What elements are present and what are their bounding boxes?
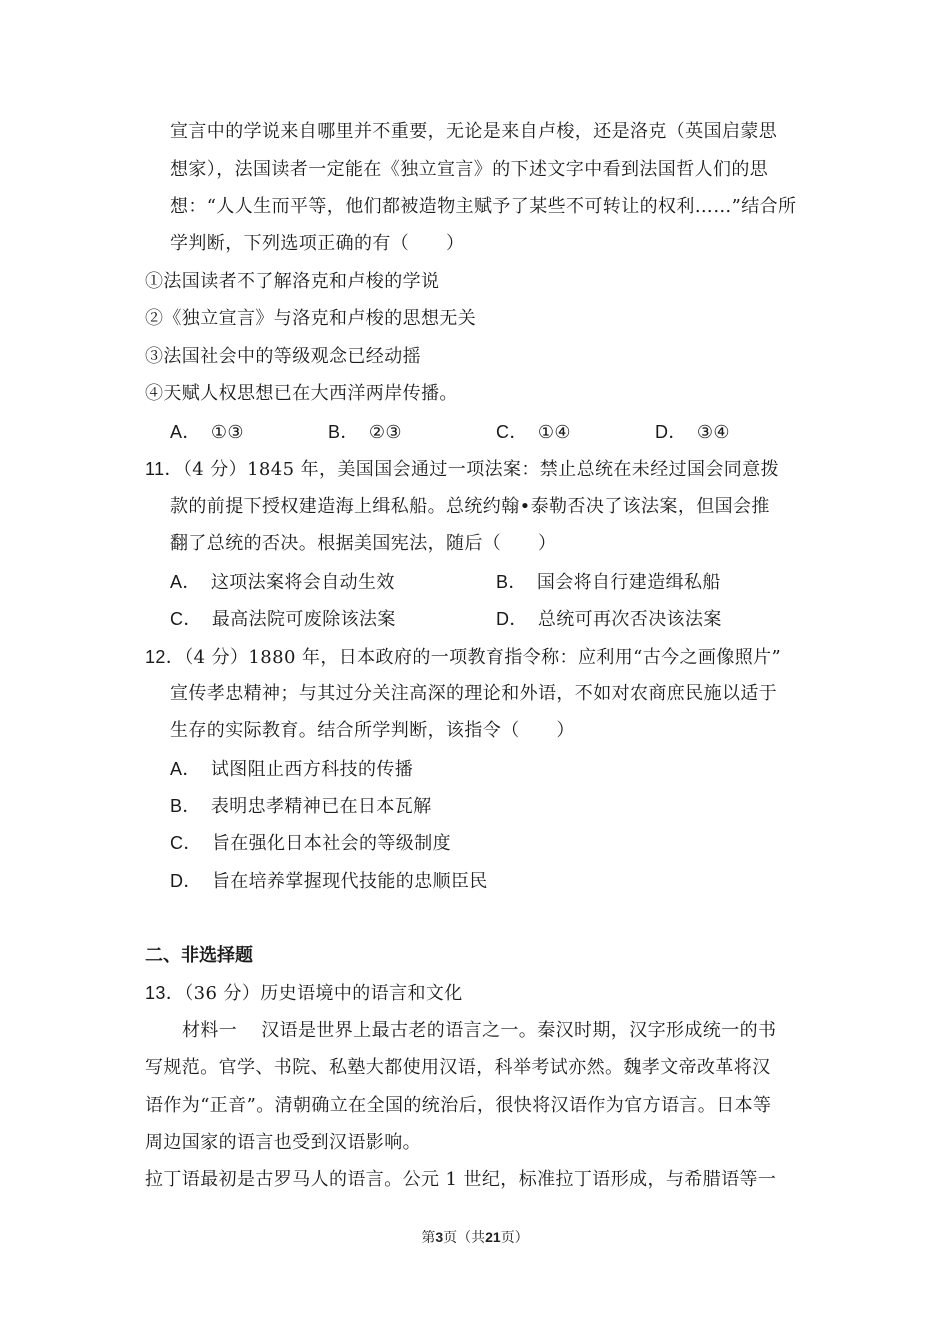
option-label: D． (496, 609, 528, 629)
option-label: B． (170, 796, 201, 816)
question-number: 12． (145, 647, 185, 667)
q11-first-line (145, 457, 779, 482)
option-text: 表明忠孝精神已在日本瓦解 (210, 796, 432, 817)
q12-option-a (170, 757, 413, 782)
q10-statement-2: ②《独立宣言》与洛克和卢梭的思想无关 (145, 308, 477, 329)
option-text: 试图阻止西方科技的传播 (210, 759, 414, 780)
option-text: 这项法案将会自动生效 (210, 572, 395, 593)
option-text: ③④ (696, 422, 730, 443)
question-text: 1880 年，日本政府的一项教育指令称：应利用“古今之画像照片” (248, 647, 782, 668)
option-text: 旨在强化日本社会的等级制度 (211, 833, 452, 854)
question-text: 1845 年，美国国会通过一项法案：禁止总统在未经过国会同意拨 (247, 459, 780, 480)
question-title: 历史语境中的语言和文化 (260, 983, 463, 1004)
q10-option-d (655, 420, 730, 445)
option-label: C． (496, 422, 528, 442)
q12-text-line: 宣传孝忠精神；与其过分关注高深的理论和外语，不如对农商庶民施以适于 (170, 683, 778, 704)
q12-option-d (170, 869, 488, 894)
option-text: 旨在培养掌握现代技能的忠顺臣民 (211, 871, 488, 892)
q10-text-line: 想家），法国读者一定能在《独立宣言》的下述文字中看到法国哲人们的思 (170, 159, 769, 180)
option-label: D． (655, 422, 687, 442)
q10-statement-4: ④天赋人权思想已在大西洋两岸传播。 (145, 383, 458, 404)
option-text: ②③ (368, 422, 402, 443)
q13-text-line: 拉丁语最初是古罗马人的语言。公元 1 世纪，标准拉丁语形成，与希腊语等一 (145, 1169, 777, 1190)
q10-option-c (496, 420, 571, 445)
material-label: 材料一 (182, 1020, 238, 1041)
material-text: 汉语是世界上最古老的语言之一。秦汉时期，汉字形成统一的书 (261, 1020, 777, 1041)
question-number: 13． (145, 983, 185, 1003)
q11-option-a (170, 570, 395, 595)
footer-text: 页） (500, 1230, 529, 1246)
q10-option-a (170, 420, 244, 445)
option-text: ①③ (210, 422, 244, 443)
question-number: 11． (145, 459, 183, 479)
q12-option-b (170, 794, 432, 819)
q12-first-line (145, 645, 781, 670)
q13-material1-line (182, 1019, 776, 1043)
option-label: C． (170, 833, 202, 853)
total-page-count: 21 (485, 1229, 501, 1245)
option-text: 总统可再次否决该法案 (537, 609, 722, 630)
option-text: 最高法院可废除该法案 (211, 609, 396, 630)
option-label: B． (328, 422, 359, 442)
q10-text-line: 想：“人人生而平等，他们都被造物主赋予了某些不可转让的权利……”结合所 (170, 196, 797, 217)
q11-option-d (496, 607, 722, 632)
q11-text-line: 翻了总统的否决。根据美国宪法，随后（ ） (170, 533, 557, 554)
option-label: D． (170, 871, 202, 891)
option-label: A． (170, 759, 201, 779)
option-label: A． (170, 572, 201, 592)
option-label: A． (170, 422, 201, 442)
q13-text-line: 写规范。官学、书院、私塾大都使用汉语，科举考试亦然。魏孝文帝改革将汉 (145, 1057, 771, 1078)
current-page-number: 3 (435, 1229, 444, 1245)
question-score: （4 分） (184, 647, 249, 668)
q12-text-line: 生存的实际教育。结合所学判断，该指令（ ） (170, 720, 575, 741)
q13-heading (145, 981, 463, 1006)
q12-option-c (170, 831, 451, 856)
option-text: 国会将自行建造缉私船 (536, 572, 721, 593)
option-label: B． (496, 572, 527, 592)
footer-text: 页（共 (443, 1230, 486, 1246)
section-title: 二、非选择题 (145, 945, 253, 966)
q11-text-line: 款的前提下授权建造海上缉私船。总统约翰•泰勒否决了该法案，但国会推 (170, 496, 770, 517)
q13-text-line: 语作为“正音”。清朝确立在全国的统治后，很快将汉语作为官方语言。日本等 (145, 1095, 772, 1116)
question-score: （4 分） (182, 459, 248, 480)
q10-statement-1: ①法国读者不了解洛克和卢梭的学说 (145, 271, 440, 292)
q11-option-b (496, 570, 721, 595)
option-label: C． (170, 609, 202, 629)
q10-text-line: 宣言中的学说来自哪里并不重要，无论是来自卢梭，还是洛克（英国启蒙思 (170, 121, 778, 142)
question-score: （36 分） (184, 983, 261, 1004)
q10-statement-3: ③法国社会中的等级观念已经动摇 (145, 346, 421, 367)
footer-text: 第 (421, 1230, 436, 1246)
q11-option-c (170, 607, 396, 632)
page-footer (0, 1227, 950, 1248)
q10-option-b (328, 420, 402, 445)
option-text: ①④ (537, 422, 571, 443)
q10-text-line: 学判断，下列选项正确的有（ ） (170, 233, 465, 254)
q13-text-line: 周边国家的语言也受到汉语影响。 (145, 1132, 421, 1153)
